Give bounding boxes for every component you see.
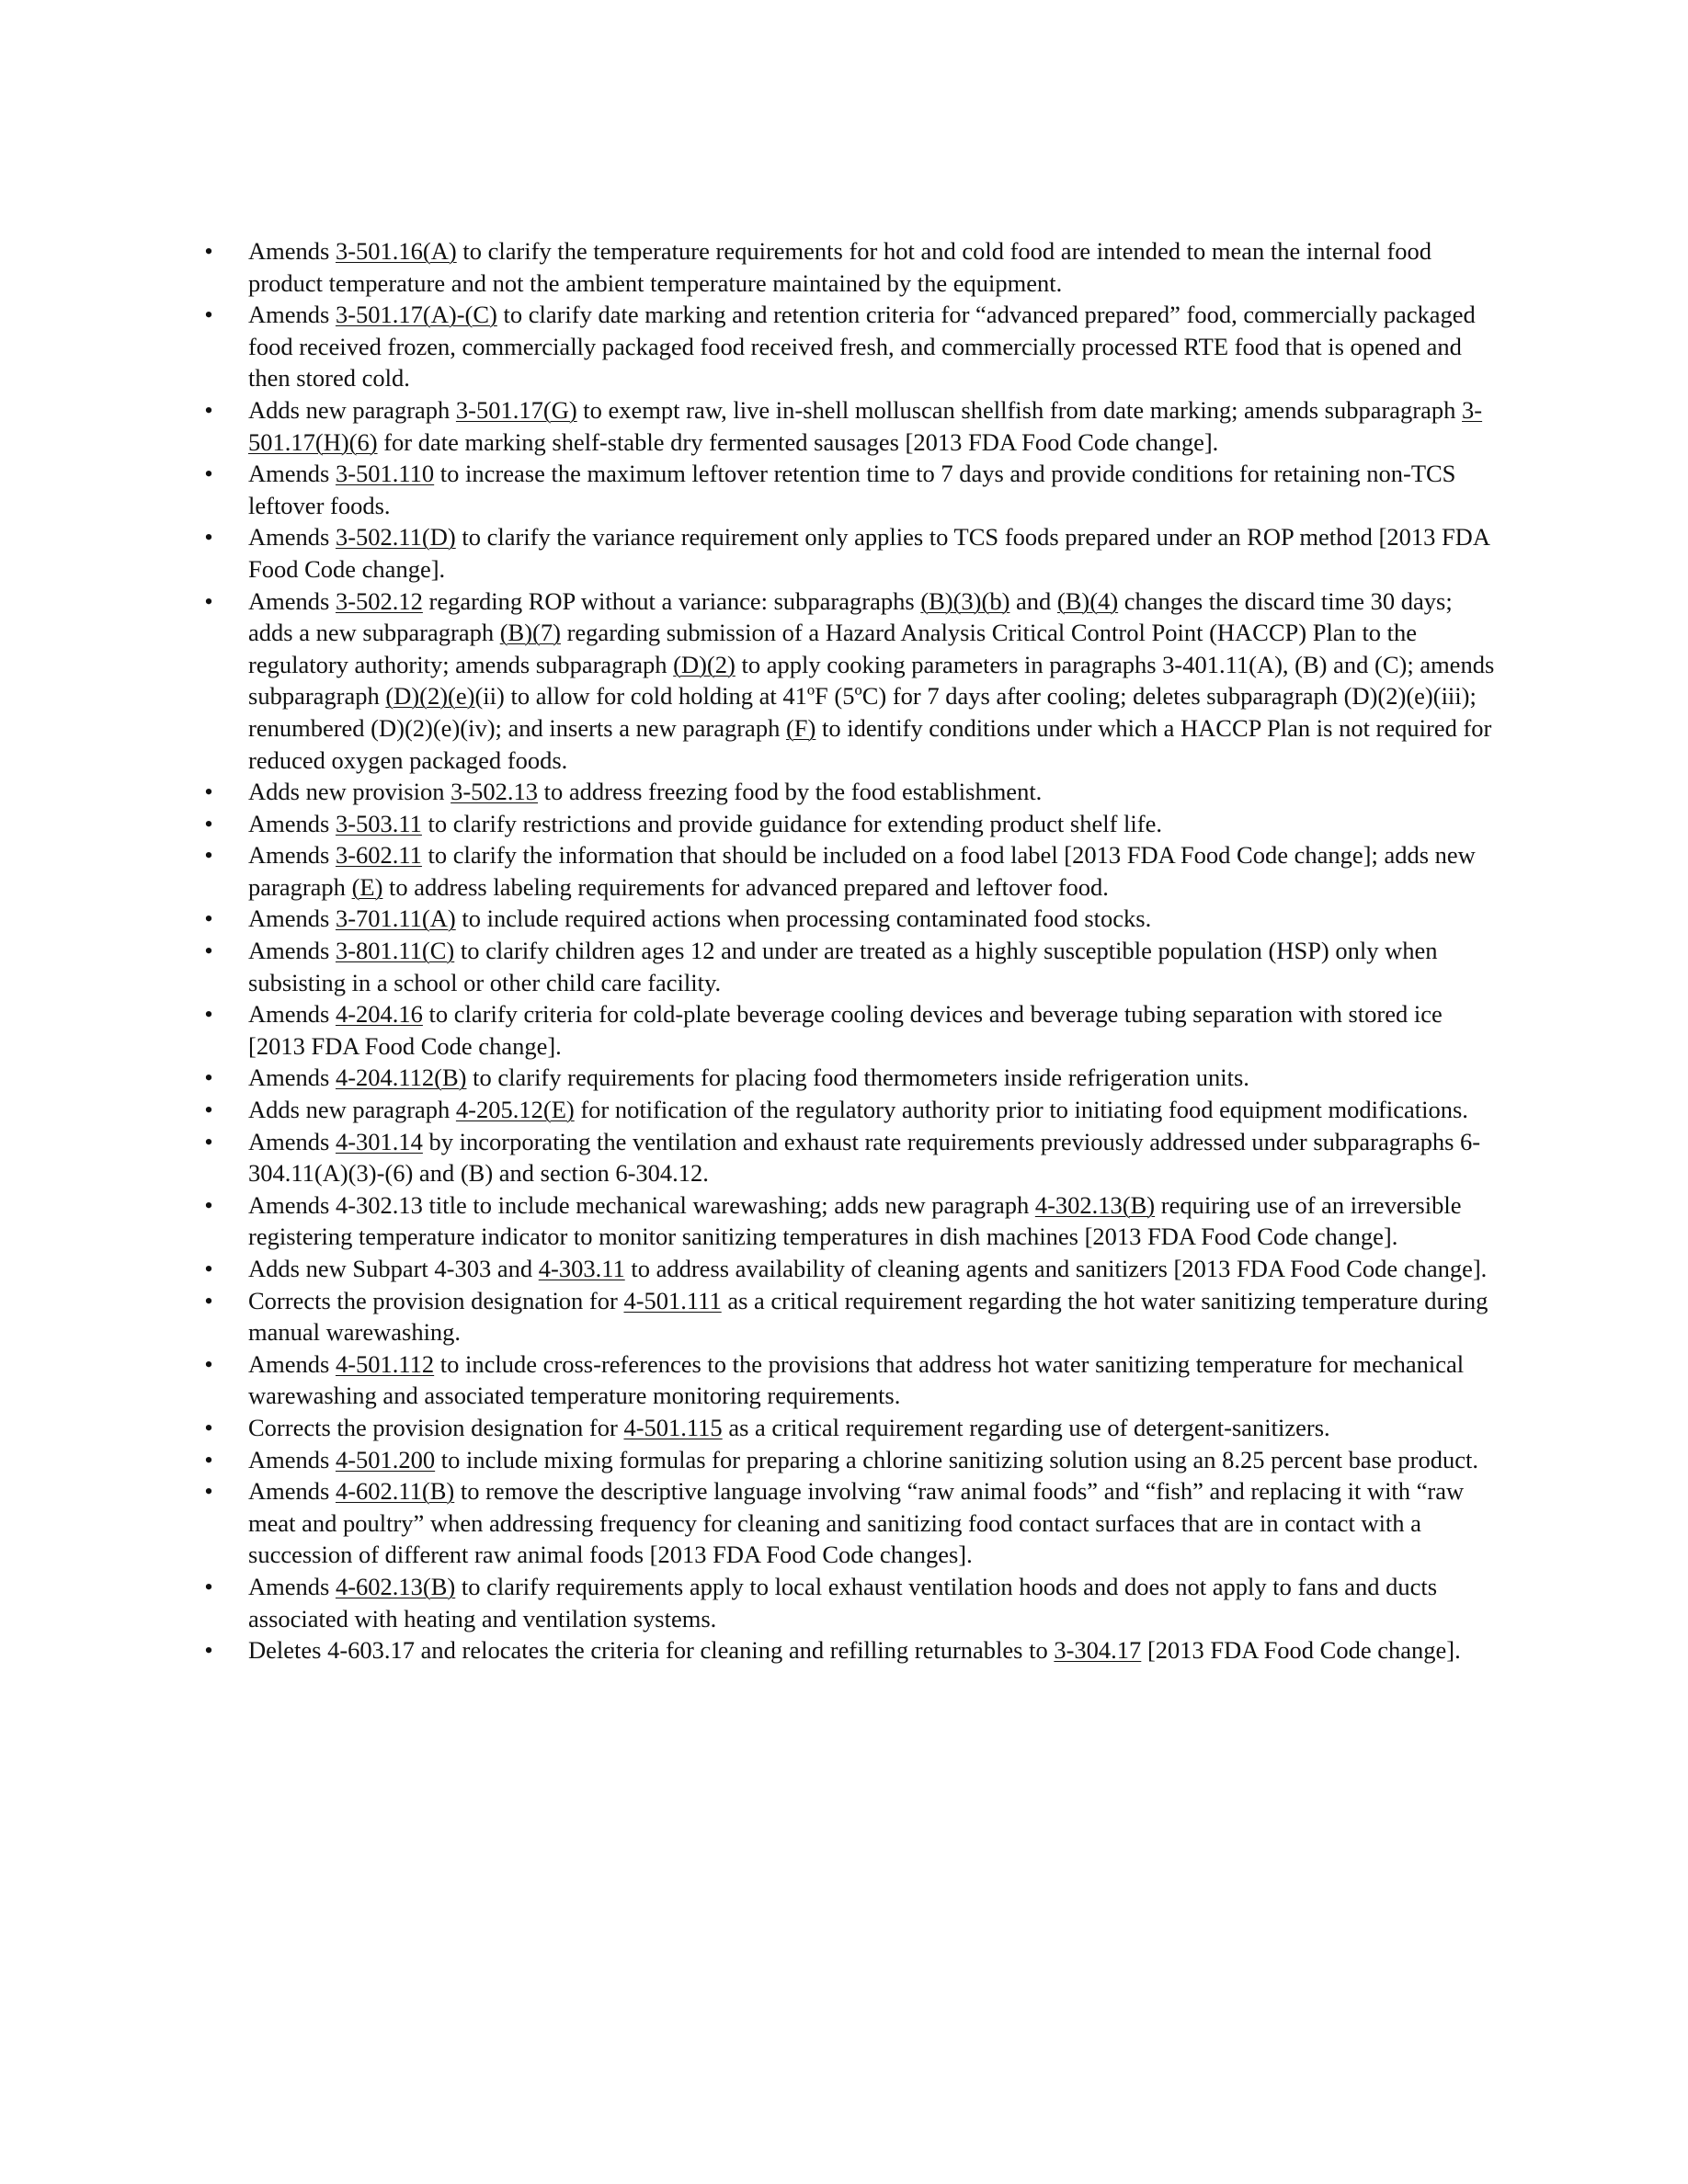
code-section-link[interactable]: 4-501.111 (623, 1286, 722, 1314)
text-segment: Amends (248, 1349, 336, 1378)
list-item-text (248, 1636, 1461, 1664)
list-item (193, 521, 1499, 585)
text-segment: to identify conditions under which a HACCP Plan is not required for reduced oxygen packaged foods. (248, 713, 1492, 774)
code-section-link[interactable]: 3-503.11 (335, 809, 422, 837)
code-section-link[interactable]: (D)(2)(e) (385, 682, 475, 711)
list-item-text (248, 778, 1042, 805)
list-item-text (248, 1128, 1480, 1188)
list-item-text (248, 301, 1476, 392)
list-item (193, 776, 1499, 808)
code-section-link[interactable]: (B)(3)(b) (920, 586, 1010, 615)
list-item-text (248, 1477, 1464, 1568)
code-section-link[interactable]: 4-205.12(E) (455, 1096, 575, 1124)
code-section-link[interactable]: 4-501.115 (623, 1413, 723, 1441)
bullet-icon: • (204, 937, 213, 965)
text-segment: to clarify requirements apply to local exhaust ventilation hoods and does not apply to fans and ducts associated with heating and ventilation systems. (248, 1572, 1438, 1632)
amendment-list (193, 235, 1499, 1666)
bullet-icon: • (204, 586, 213, 615)
text-segment: for notification of the regulatory authority prior to initiating food equipment modifications. (574, 1096, 1468, 1124)
code-section-link[interactable]: 4-602.13(B) (335, 1572, 456, 1600)
text-segment: to clarify the variance requirement only applies to TCS foods prepared under an ROP method [2013 FDA Food Code change]. (248, 523, 1489, 583)
bullet-icon: • (204, 1636, 213, 1665)
text-segment: Corrects the provision designation for (248, 1413, 624, 1441)
list-item-text (248, 1000, 1443, 1060)
bullet-icon: • (204, 809, 213, 837)
code-section-link[interactable]: 3-501.17(A)-(C) (335, 301, 497, 329)
code-section-link[interactable]: 3-501.16(A) (335, 237, 457, 265)
code-section-link[interactable]: (B)(7) (499, 619, 561, 647)
list-item (193, 235, 1499, 299)
text-segment: to address freezing food by the food establishment. (538, 778, 1043, 806)
code-section-link[interactable]: 3-502.13 (451, 778, 539, 806)
code-section-link[interactable]: (D)(2) (673, 650, 736, 678)
code-section-link[interactable]: 4-301.14 (335, 1127, 423, 1155)
code-section-link[interactable]: 4-204.112(B) (335, 1064, 467, 1092)
text-segment: (ii) to allow for cold holding at 41ºF (5ºC) for 7 days after cooling; deletes subparagraph (D)(2)(e)(iii); renumbered (D)(2)(e)(iv); and inserts a new paragraph (248, 682, 1477, 742)
bullet-icon: • (204, 1255, 213, 1282)
code-section-link[interactable]: 3-602.11 (335, 841, 422, 870)
code-section-link[interactable]: 4-303.11 (538, 1255, 625, 1282)
text-segment: Amends (248, 1572, 336, 1600)
text-segment: to address availability of cleaning agents and sanitizers [2013 FDA Food Code change]. (624, 1255, 1488, 1282)
list-item-text (248, 1096, 1468, 1123)
list-item (193, 1126, 1499, 1189)
text-segment: regarding ROP without a variance: subparagraphs (422, 586, 921, 615)
text-segment: to clarify date marking and retention criteria for “advanced prepared” food, commercially packaged food received frozen, commercially packaged food received fresh, and commercially processed RTE food that is opened and then stored cold. (248, 301, 1476, 392)
code-section-link[interactable]: 3-502.12 (335, 586, 423, 615)
text-segment: for date marking shelf-stable dry fermented sausages [2013 FDA Food Code change]. (377, 427, 1219, 456)
text-segment: and (1009, 586, 1057, 615)
text-segment: Adds new Subpart 4-303 and (248, 1255, 539, 1282)
bullet-icon: • (204, 237, 213, 265)
list-item-text (248, 904, 1151, 932)
text-segment: Amends (248, 1445, 336, 1473)
text-segment: Amends (248, 586, 336, 615)
list-item-text (248, 1064, 1249, 1091)
code-section-link[interactable]: (E) (351, 872, 383, 901)
text-segment: to increase the maximum leftover retention time to 7 days and provide conditions for retaining non-TCS leftover foods. (248, 460, 1456, 519)
text-segment: to apply cooking parameters in paragraphs 3-401.11(A), (B) and (C); amends subparagraph (248, 650, 1495, 711)
list-item-text (248, 460, 1455, 519)
text-segment: to clarify children ages 12 and under are treated as a highly susceptible population (HSP) only when subsisting in a school or other child care facility. (248, 937, 1438, 996)
bullet-icon: • (204, 778, 213, 806)
list-item (193, 299, 1499, 394)
text-segment: Adds new provision (248, 778, 451, 806)
text-segment: Amends (248, 237, 336, 265)
list-item-text (248, 1573, 1437, 1632)
text-segment: to remove the descriptive language involving “raw animal foods” and “fish” and replacing it with “raw meat and poultry” when addressing frequency for cleaning and sanitizing food contact surfaces that are in contact with a succession of different raw animal foods [2013 FDA Food Code changes]. (248, 1477, 1465, 1569)
bullet-icon: • (204, 395, 213, 424)
list-item-text (248, 1287, 1488, 1347)
list-item (193, 1571, 1499, 1634)
text-segment: to include cross-references to the provisions that address hot water sanitizing temperature for mechanical warewashing and associated temperature monitoring requirements. (248, 1349, 1465, 1410)
list-item-text (248, 810, 1162, 837)
text-segment: Amends (248, 523, 336, 552)
list-item-text (248, 937, 1438, 996)
bullet-icon: • (204, 1000, 213, 1029)
text-segment: to exempt raw, live in-shell molluscan shellfish from date marking; amends subparagraph (576, 395, 1463, 424)
text-segment: Amends (248, 841, 336, 870)
code-section-link[interactable]: 4-602.11(B) (335, 1477, 455, 1506)
text-segment: changes the discard time 30 days; adds a new subparagraph (248, 586, 1453, 647)
list-item-text (248, 1255, 1487, 1282)
text-segment: Amends (248, 1000, 336, 1029)
bullet-icon: • (204, 904, 213, 933)
text-segment: to include required actions when processing contaminated food stocks. (455, 904, 1152, 933)
text-segment: to clarify criteria for cold-plate beverage cooling devices and beverage tubing separation with stored ice [2013 FDA Food Code change]. (248, 1000, 1443, 1060)
bullet-icon: • (204, 841, 213, 870)
list-item (193, 998, 1499, 1062)
bullet-icon: • (204, 1286, 213, 1314)
list-item-text (248, 1191, 1461, 1251)
list-item (193, 808, 1499, 840)
text-segment: Amends 4-302.13 title to include mechanical warewashing; adds new paragraph (248, 1190, 1035, 1219)
code-section-link[interactable]: 3-701.11(A) (335, 904, 456, 933)
bullet-icon: • (204, 1127, 213, 1155)
list-item (193, 1475, 1499, 1571)
bullet-icon: • (204, 460, 213, 488)
text-segment: Amends (248, 809, 336, 837)
code-section-link[interactable]: 4-501.112 (335, 1349, 435, 1378)
text-segment: regarding submission of a Hazard Analysis Critical Control Point (HACCP) Plan to the regulatory authority; amends subparagraph (248, 619, 1418, 678)
bullet-icon: • (204, 301, 213, 329)
list-item (193, 394, 1499, 458)
list-item (193, 935, 1499, 998)
list-item (193, 1189, 1499, 1253)
text-segment: to clarify requirements for placing food thermometers inside refrigeration units. (466, 1064, 1249, 1092)
list-item-text (248, 587, 1494, 774)
bullet-icon: • (204, 523, 213, 552)
text-segment: Corrects the provision designation for (248, 1286, 624, 1314)
text-segment: Deletes 4-603.17 and relocates the criteria for cleaning and refilling returnables to (248, 1636, 1055, 1665)
text-segment: Amends (248, 1127, 336, 1155)
list-item (193, 903, 1499, 935)
text-segment: Adds new paragraph (248, 395, 456, 424)
text-segment: Amends (248, 1064, 336, 1092)
bullet-icon: • (204, 1064, 213, 1092)
list-item-text (248, 396, 1482, 456)
list-item (193, 1348, 1499, 1412)
code-section-link[interactable]: 4-302.13(B) (1034, 1190, 1156, 1219)
text-segment: Amends (248, 1477, 336, 1506)
text-segment: to clarify the information that should be included on a food label [2013 FDA Food Code change]; adds new paragraph (248, 841, 1476, 901)
text-segment: by incorporating the ventilation and exhaust rate requirements previously addressed under subparagraphs 6-304.11(A)(3)-(6) and (B) and section 6-304.12. (248, 1127, 1481, 1188)
list-item-text (248, 523, 1489, 583)
code-section-link[interactable]: 3-304.17 (1054, 1636, 1142, 1665)
text-segment: Adds new paragraph (248, 1096, 456, 1124)
bullet-icon: • (204, 1477, 213, 1506)
text-segment: Amends (248, 301, 336, 329)
code-section-link[interactable]: 3-501.17(G) (455, 395, 577, 424)
bullet-icon: • (204, 1096, 213, 1124)
code-section-link[interactable]: (B)(4) (1056, 586, 1119, 615)
code-section-link[interactable]: 3-502.11(D) (335, 523, 456, 552)
code-section-link[interactable]: 3-501.17(H)(6) (248, 395, 1483, 456)
code-section-link[interactable]: (F) (785, 713, 816, 742)
list-item (193, 586, 1499, 777)
bullet-icon: • (204, 1413, 213, 1441)
text-segment: to include mixing formulas for preparing a chlorine sanitizing solution using an 8.25 percent base product. (435, 1445, 1478, 1473)
bullet-icon: • (204, 1190, 213, 1219)
code-section-link[interactable]: 4-204.16 (335, 1000, 423, 1029)
text-segment: to clarify the temperature requirements for hot and cold food are intended to mean the internal food product temperature and not the ambient temperature maintained by the equipment. (248, 237, 1432, 297)
list-item (193, 458, 1499, 521)
text-segment: as a critical requirement regarding the hot water sanitizing temperature during manual warewashing. (248, 1286, 1488, 1347)
text-segment: to clarify restrictions and provide guidance for extending product shelf life. (421, 809, 1162, 837)
bullet-icon: • (204, 1445, 213, 1473)
code-section-link[interactable]: 3-801.11(C) (335, 937, 455, 965)
list-item (193, 1285, 1499, 1348)
text-segment: as a critical requirement regarding use of detergent-sanitizers. (722, 1413, 1330, 1441)
text-segment: to address labeling requirements for advanced prepared and leftover food. (382, 872, 1109, 901)
list-item-text (248, 841, 1476, 901)
text-segment: requiring use of an irreversible registering temperature indicator to monitor sanitizing temperatures in dish machines [2013 FDA Food Code change]. (248, 1190, 1462, 1251)
list-item-text (248, 237, 1431, 297)
bullet-icon: • (204, 1349, 213, 1378)
list-item (193, 1412, 1499, 1444)
text-segment: [2013 FDA Food Code change]. (1141, 1636, 1461, 1665)
list-item-text (248, 1350, 1464, 1410)
list-item (193, 1634, 1499, 1666)
list-item (193, 1253, 1499, 1285)
list-item-text (248, 1414, 1330, 1441)
bullet-icon: • (204, 1572, 213, 1600)
code-section-link[interactable]: 4-501.200 (335, 1445, 436, 1473)
text-segment: Amends (248, 904, 336, 933)
list-item (193, 839, 1499, 903)
list-item (193, 1094, 1499, 1126)
text-segment: Amends (248, 460, 336, 488)
text-segment: Amends (248, 937, 336, 965)
list-item (193, 1444, 1499, 1476)
list-item (193, 1062, 1499, 1094)
code-section-link[interactable]: 3-501.110 (335, 460, 435, 488)
list-item-text (248, 1446, 1478, 1473)
